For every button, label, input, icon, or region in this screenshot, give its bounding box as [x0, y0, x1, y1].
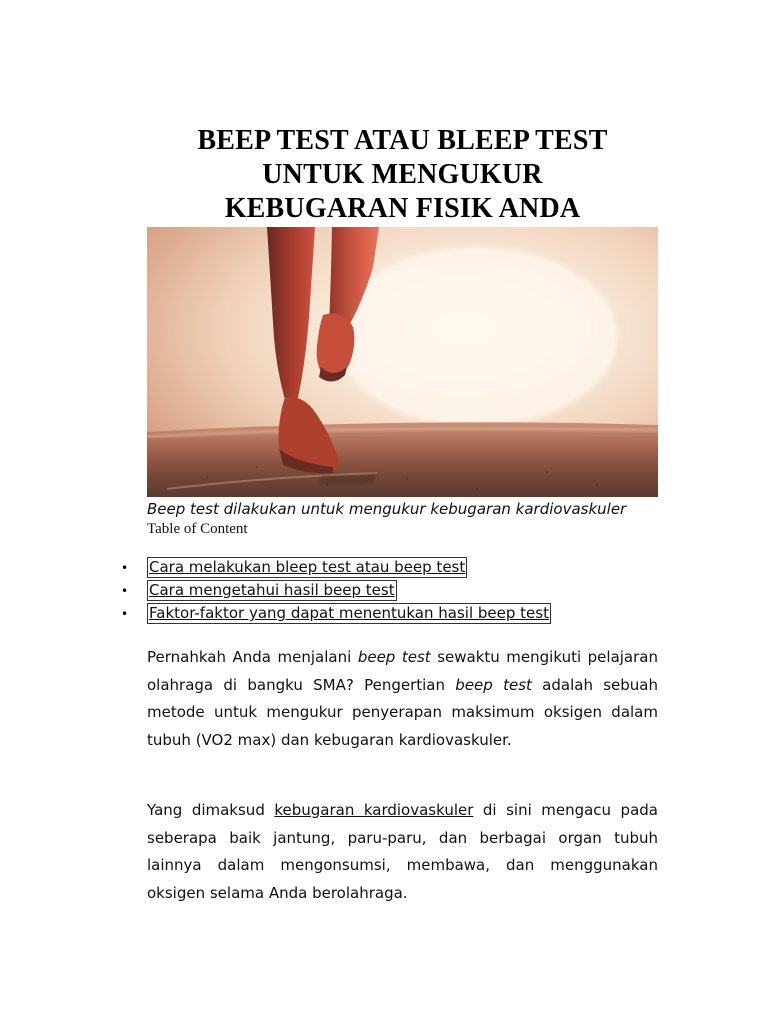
- title-line: BEEP TEST ATAU BLEEP TEST: [197, 125, 608, 156]
- paragraph-definition: [147, 797, 658, 907]
- paragraph-text: di sini mengacu pada seberapa baik jantung, paru-paru, dan berbagai organ tubuh lainnya dalam mengonsumsi, membawa, dan menggunakan oksigen selama Anda berolahraga.: [147, 801, 658, 902]
- paragraph-text: Yang dimaksud: [147, 801, 275, 819]
- paragraph-intro: [147, 644, 658, 754]
- toc-link-faktor-faktor[interactable]: Faktor-faktor yang dapat menentukan hasil beep test: [149, 604, 549, 622]
- title-line: KEBUGARAN FISIK ANDA: [224, 193, 581, 224]
- title-line: UNTUK MENGUKUR: [262, 159, 543, 190]
- bullet-icon: •: [121, 606, 129, 621]
- image-caption: Beep test dilakukan untuk mengukur kebugaran kardiovaskuler: [147, 500, 627, 518]
- bullet-icon: •: [121, 583, 129, 598]
- toc-item: [121, 602, 551, 625]
- link-kebugaran-kardiovaskuler[interactable]: kebugaran kardiovaskuler: [274, 801, 474, 819]
- article-title: [147, 124, 658, 226]
- runner-feet-on-road-image: [147, 227, 658, 497]
- bullet-icon: •: [121, 560, 129, 575]
- emphasis-beep-test: beep test: [357, 648, 431, 666]
- toc-link-cara-mengetahui[interactable]: Cara mengetahui hasil beep test: [149, 581, 395, 599]
- toc-link-cara-melakukan[interactable]: Cara melakukan bleep test atau beep test: [149, 558, 466, 576]
- emphasis-beep-test: beep test: [455, 675, 532, 694]
- toc-item: [121, 556, 551, 579]
- paragraph-text: sewaktu mengikuti pelajaran olahraga di bangku SMA? Pengertian: [147, 648, 658, 694]
- paragraph-text: Pernahkah Anda menjalani: [147, 648, 358, 666]
- paragraph-text: adalah sebuah metode untuk mengukur penyerapan maksimum oksigen dalam tubuh (VO2 max) dan kebugaran kardiovaskuler.: [147, 675, 658, 749]
- toc-heading: Table of Content: [147, 521, 248, 537]
- table-of-contents: [121, 556, 551, 625]
- toc-item: [121, 579, 551, 602]
